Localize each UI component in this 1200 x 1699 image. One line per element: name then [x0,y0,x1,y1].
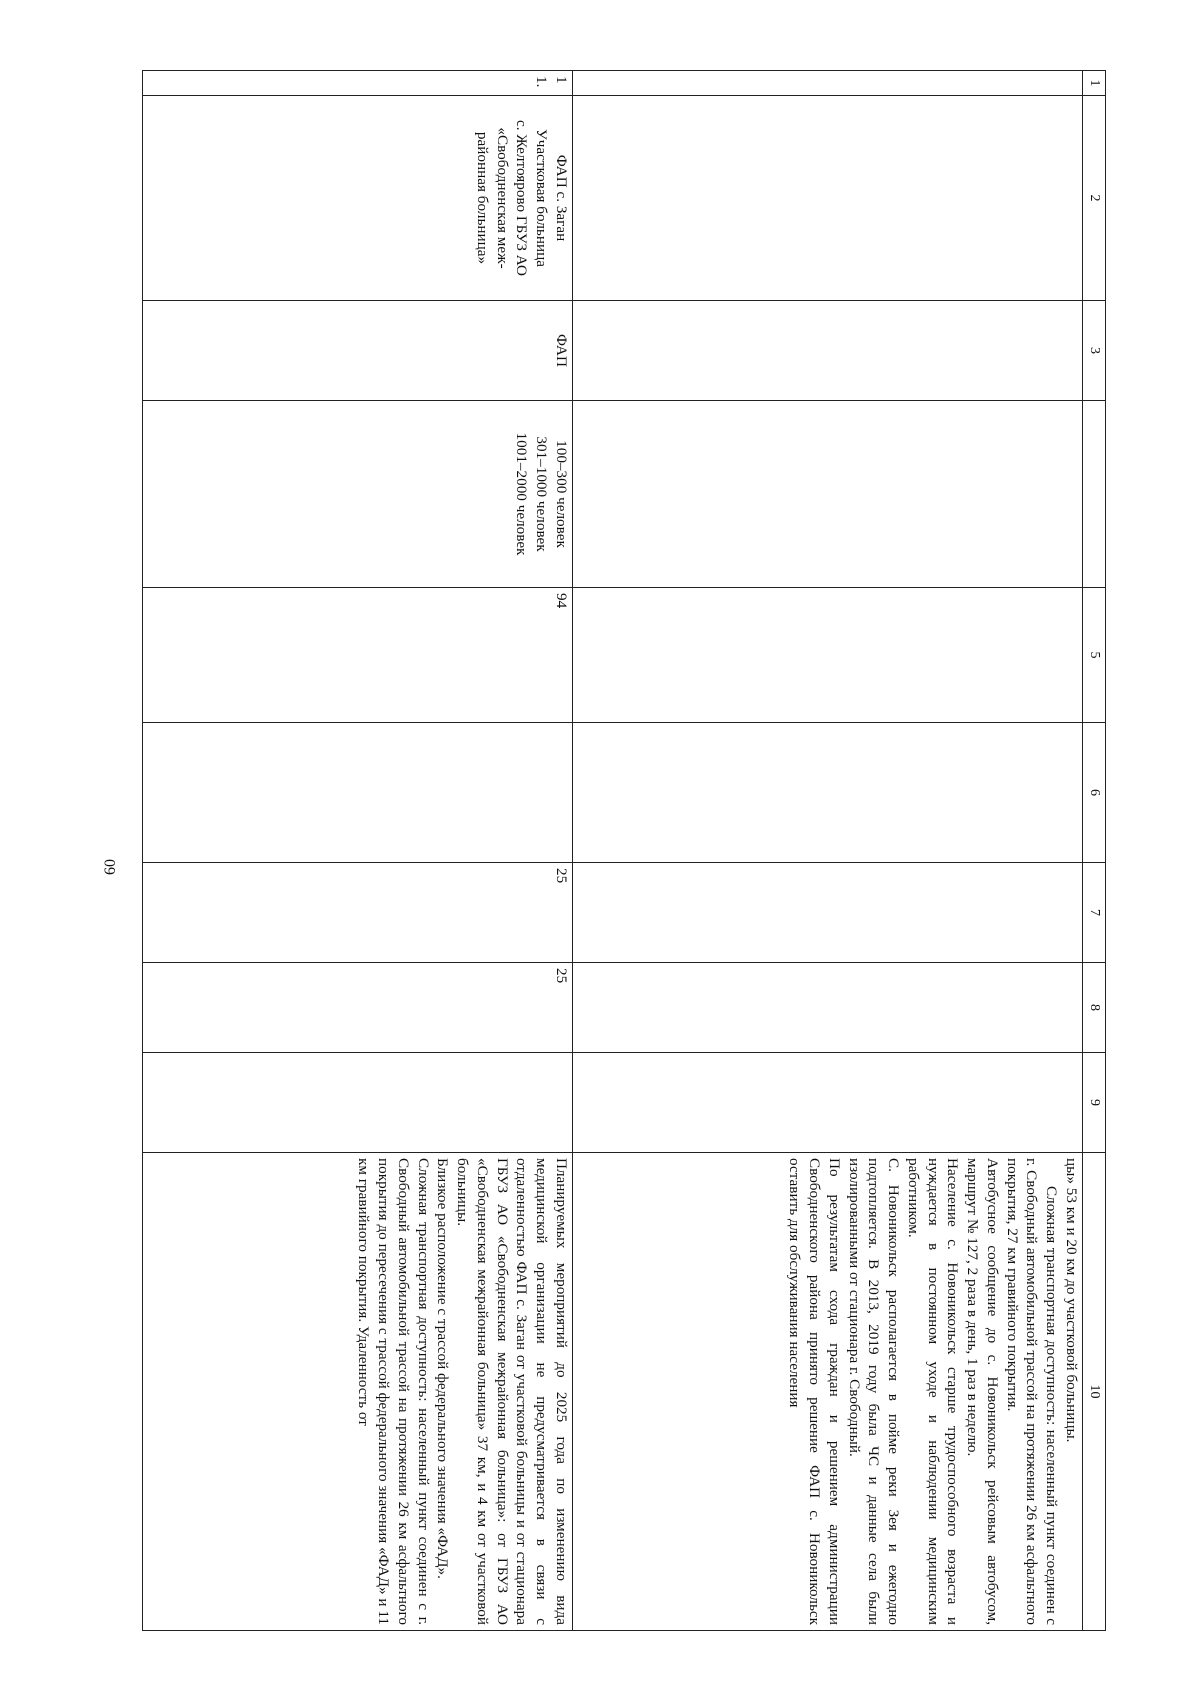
table-cell [573,723,1083,863]
row-number: 11. [143,71,573,96]
page-number: 60 [102,859,119,875]
distance-value: 25 [143,963,573,1053]
paragraph: Планируемых мероприятий до 2025 года по изменению вида медицинской организации не предусматривается в связи с отдаленностью ФАП с. Заган от участковой больницы и от стационара ГБУЗ АО «Свободненская межрайонная больница»: от ГБУЗ АО «Свободненская межрайонная больница» 37 км, и 4 км от участковой больницы. [454,1158,570,1625]
justification-cell [573,1153,1083,1631]
paragraph: цы» 53 км и 20 км до участковой больницы. [1063,1158,1080,1443]
column-number: 3 [1083,301,1106,401]
facility-table [142,70,1106,1631]
justification-cell [143,1153,573,1631]
table-cell [143,1053,573,1153]
paragraph: Сложная транспортная доступность: населенный пункт соединен с г. Свободный автомобильной трассой на протяжении 26 км асфальтного покрытия, 27 км гравийного покрытия. [1003,1158,1061,1625]
paragraph: Автобусное сообщение до с. Новоникольск рейсовым автобусом, маршрут № 127, 2 раза в день, 1 раз в неделю. [964,1158,1001,1625]
column-number-row [1083,71,1106,1631]
rotated-table-container [126,70,1106,1630]
column-number: 8 [1083,963,1106,1053]
column-number: 9 [1083,1053,1106,1153]
table-cell [573,401,1083,588]
table-cell [573,1053,1083,1153]
column-number: 5 [1083,588,1106,723]
paragraph: Близкое расположение с трассой федерального значения «ФАД». [434,1158,452,1579]
table-cell [573,588,1083,723]
facility-type: ФАП [143,301,573,401]
column-number: 1 [1083,71,1106,96]
table-cell [143,723,573,863]
paragraph: По результатам схода граждан и решением администрации Свободненского района принято решение ФАП с. Новоникольск оставить для обслуживания населения [786,1158,843,1625]
distance-value: 25 [143,863,573,963]
column-number: 2 [1083,96,1106,301]
paragraph: Сложная транспортная доступность: населенный пункт соединен с г. Свободный автомобильной трассой на протяжении 26 км асфальтного покрытия до пересечения с трассой федерального значения «ФАД» и 11 км гравийного покрытия. Удаленность от [355,1158,432,1625]
table-cell [573,96,1083,301]
paragraph: С. Новоникольск располагается в пойме реки Зея и ежегодно подтопляется. В 2013, 2019 году была ЧС и данные села были изолированными от стационара г. Свободный. [845,1158,903,1625]
table-cell [573,71,1083,96]
column-number: 7 [1083,863,1106,963]
population-ranges: 100–300 человек 301–1000 человек 1001–2000 человек [143,401,573,588]
table-cell [573,301,1083,401]
facility-name: ФАП с. Заган Участковая больница с. Желтоярово ГБУЗ АО «Свободненская меж- районная больница» [143,96,573,301]
paragraph: Население с. Новоникольск старше трудоспособного возраста и нуждается в постоянном уходе и наблюдении медицинским работником. [905,1158,962,1625]
column-number: 6 [1083,723,1106,863]
population-value: 94 [143,588,573,723]
table-cell [573,863,1083,963]
table-row [143,71,573,1631]
table-cell [573,963,1083,1053]
table-row [573,71,1083,1631]
column-number [1083,401,1106,588]
column-number: 10 [1083,1153,1106,1631]
